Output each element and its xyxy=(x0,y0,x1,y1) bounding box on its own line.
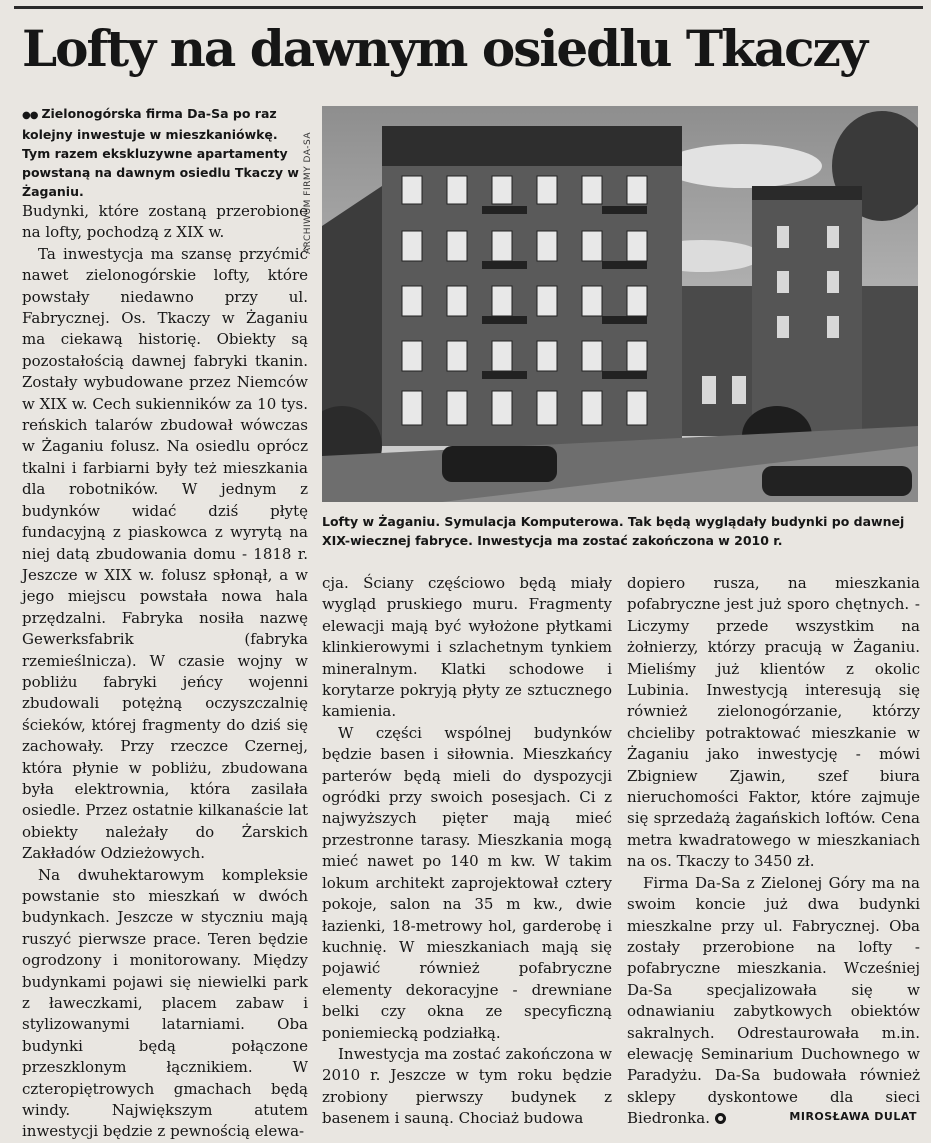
article-headline: Lofty na dawnym osiedlu Tkaczy xyxy=(22,19,867,78)
photo-credit: ARCHIWUM FIRMY DA-SA xyxy=(303,131,313,254)
paragraph: Inwestycja ma zostać zakończona w 2010 r. Jeszcze w tym roku będzie zrobiony pierwszy budynek z basenem i sauną. Chociaż budowa xyxy=(322,1044,612,1128)
paragraph: Ta inwestycja ma szansę przyćmić nawet zielonogórskie lofty, które powstały niedawno przy ul. Fabrycznej. Os. Tkaczy w Żaganiu ma ciekawą historię. Obiekty są pozostałością dawnej fabryki tkanin. Zostały wybudowane przez Niemców w XIX w. Cech sukienników za 10 tys. reńskich talarów zbudował wówczas w Żaganiu folusz. Na osiedlu oprócz tkalni i farbiarni były też mieszkania dla robotników. W jednym z budynków widać dziś płytę fundacyjną z piaskowca z wyrytą na niej datą zbudowania domu - 1818 r. Jeszcze w XIX w. folusz spłonął, a w jego miejscu powstała nowa hala przędzalni. Fabryka nosiła nazwę Gewerksfabrik (fabryka rzemieślnicza). W czasie wojny w pobliżu fabryki jeńcy wojenni zbudowali potężną oczyszczalnię ścieków, której fragmenty do dziś się zachowały. Przy rzeczce Czernej, która płynie w pobliżu, zbudowana była elektrownia, która zasilała osiedle. Przez ostatnie kilkanaście lat obiekty należały do Żarskich Zakładów Odzieżowych. xyxy=(22,244,308,863)
paragraph xyxy=(627,873,920,1130)
photo-caption: Lofty w Żaganiu. Symulacja Komputerowa. Tak będą wyglądały budynki po dawnej XIX-wiecznej fabryce. Inwestycja ma zostać zakończona w 2010 r. xyxy=(322,514,905,548)
paragraph: cja. Ściany częściowo będą miały wygląd pruskiego muru. Fragmenty elewacji mają być wyłożone płytkami klinkierowymi i szlachetnym tynkiem mineralnym. Klatki schodowe i korytarze pokryją płyty ze sztucznego kamienia. xyxy=(322,574,612,721)
column-3 xyxy=(627,573,920,1130)
end-of-article-icon xyxy=(715,1113,726,1124)
column-2 xyxy=(322,573,612,1130)
building-photo xyxy=(322,106,918,502)
paragraph: Budynki, które zostaną przerobione na lofty, pochodzą z XIX w. xyxy=(22,202,308,242)
column-1 xyxy=(22,104,308,1143)
paragraph: Na dwuhektarowym kompleksie powstanie sto mieszkań w dwóch budynkach. Jeszcze w styczniu mają ruszyć pierwsze prace. Teren będzie ogrodzony i monitorowany. Między budynkami pojawi się niewielki park z ławeczkami, placem zabaw i stylizowanymi latarniami. Oba budynki będą połączone przeszklonym łącznikiem. W czteropiętrowych gmachach będą windy. Największym atutem inwestycji będzie z pewnością elewa- xyxy=(22,865,308,1141)
paragraph: W części wspólnej budynków będzie basen i siłownia. Mieszkańcy parterów będą mieli do dyspozycji ogródki przy swoich posesjach. Ci z najwyższych pięter mają mieć przestronne tarasy. Mieszkania mogą mieć nawet po 140 m kw. W takim lokum architekt zaprojektował cztery pokoje, salon na 35 m kw., dwie łazienki, 18-metrowy hol, garderobę i kuchnię. W mieszkaniach mają się pojawić również pofabryczne elementy dekoracyjne - drewniane belki czy okna ze specyficzną poniemiecką podziałką. xyxy=(322,723,612,1042)
article-lead xyxy=(22,104,308,201)
paragraph: dopiero rusza, na mieszkania pofabryczne jest już sporo chętnych. - Liczymy przede wszystkim na żołnierzy, którzy pracują w Żaganiu. Mieliśmy już klientów z okolic Lubinia. Inwestycją interesują się również zielonogórzanie, którzy chcieliby potraktować mieszkanie w Żaganiu jako inwestycję - mówi Zbigniew Zjawin, szef biura nieruchomości Faktor, które zajmuje się sprzedażą żagańskich loftów. Cena metra kwadratowego w mieszkaniach na os. Tkaczy to 3450 zł. xyxy=(627,574,920,871)
building-illustration xyxy=(322,106,918,502)
author-byline: MIROSŁAWA DULAT xyxy=(789,1110,917,1123)
top-rule xyxy=(14,6,923,9)
paragraph-text: Firma Da-Sa z Zielonej Góry ma na swoim koncie już dwa budynki mieszkalne przy ul. Fabrycznej. Oba zostały przerobione na lofty - pofabryczne mieszkania. Wcześniej Da-Sa specjalizowała się w odnawianiu zabytkowych obiektów sakralnych. Odrestaurowała m.in. elewację Seminarium Duchownego w Paradyżu. Da-Sa budowała również sklepy dyskontowe dla sieci Biedronka. xyxy=(627,873,920,1128)
bullet-dots-icon: ●● xyxy=(22,110,38,121)
lead-text: Zielonogórska firma Da-Sa po raz kolejny inwestuje w mieszkaniówkę. Tym razem ekskluzywne apartamenty powstaną na dawnym osiedlu Tkaczy w Żaganiu. xyxy=(22,106,299,199)
